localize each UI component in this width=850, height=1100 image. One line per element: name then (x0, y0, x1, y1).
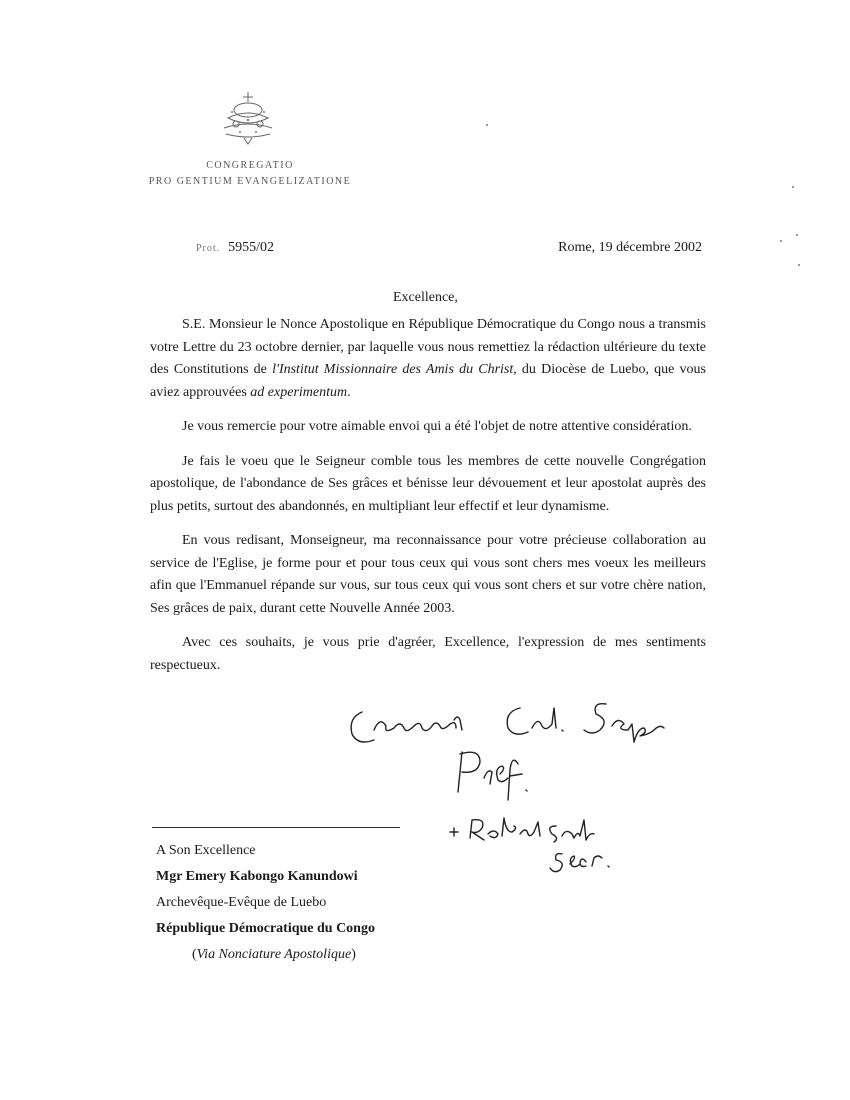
paragraph-1-text-a: S.E. Monsieur le Nonce Apostolique en République Démocratique du Congo nous a transmis votre Lettre du 23 octobre dernier, par laquelle vous nous remettiez la rédaction ultérieure du texte des Constitutions de (150, 317, 706, 377)
salutation: Excellence, (393, 290, 458, 305)
protocol-label: Prot. (196, 243, 221, 254)
address-divider (152, 827, 400, 828)
congregation-name (130, 158, 370, 190)
body-paragraph-2: Je vous remercie pour votre aimable envoi qui a été l'objet de notre attentive considération. (182, 419, 692, 434)
handwritten-signature (330, 690, 670, 880)
scan-speck (486, 124, 488, 126)
addressee-title: Archevêque-Evêque de Luebo (156, 895, 327, 910)
letter-body (150, 314, 706, 689)
scan-speck (792, 186, 794, 188)
protocol-number: 5955/02 (228, 240, 275, 255)
addressee-line-1: A Son Excellence (156, 843, 256, 858)
protocol-reference (196, 240, 274, 256)
institute-name: l'Institut Missionnaire des Amis du Christ, (272, 362, 517, 377)
addressee-block (156, 838, 375, 968)
congregation-line-2: PRO GENTIUM EVANGELIZATIONE (148, 176, 352, 187)
scan-speck (798, 264, 800, 266)
body-paragraph-4: En vous redisant, Monseigneur, ma reconnaissance pour votre précieuse collaboration au service de l'Eglise, je forme pour et pour tous ceux qui vous sont chers mes voeux les meilleurs afin que l'Emmanuel répande sur vous, sur tous ceux qui vous sont chers et sur votre chère nation, Ses grâces de paix, durant cette Nouvelle Année 2003. (150, 533, 706, 616)
addressee-country: République Démocratique du Congo (156, 921, 375, 936)
congregation-line-1: CONGREGATIO (206, 160, 294, 171)
paragraph-1-text-c: . (347, 384, 351, 400)
body-paragraph-5: Avec ces souhaits, je vous prie d'agréer, Excellence, l'expression de mes sentiments respectueux. (150, 635, 706, 673)
via-close-paren: ) (351, 947, 356, 962)
via-open-paren: ( (192, 947, 197, 962)
scan-speck (796, 234, 798, 236)
via-text: Via Nonciature Apostolique (196, 947, 352, 962)
ad-experimentum: ad experimentum (250, 384, 348, 400)
paragraph-1-text-b: du Diocèse de Luebo, que vous aviez approuvées (150, 362, 706, 400)
scan-speck (780, 240, 782, 242)
addressee-via (156, 942, 375, 968)
body-paragraph-3: Je fais le voeu que le Seigneur comble tous les membres de cette nouvelle Congrégation apostolique, de l'abondance de Ses grâces et bénisse leur dévouement et leur apostolat auprès des plus petits, surtout des abandonnés, en multipliant leur effectif et leur dynamisme. (150, 453, 706, 514)
addressee-name: Mgr Emery Kabongo Kanundowi (156, 869, 358, 884)
congregation-emblem-icon (214, 88, 282, 148)
letter-date: Rome, 19 décembre 2002 (558, 240, 702, 255)
body-paragraph-1 (150, 314, 706, 404)
